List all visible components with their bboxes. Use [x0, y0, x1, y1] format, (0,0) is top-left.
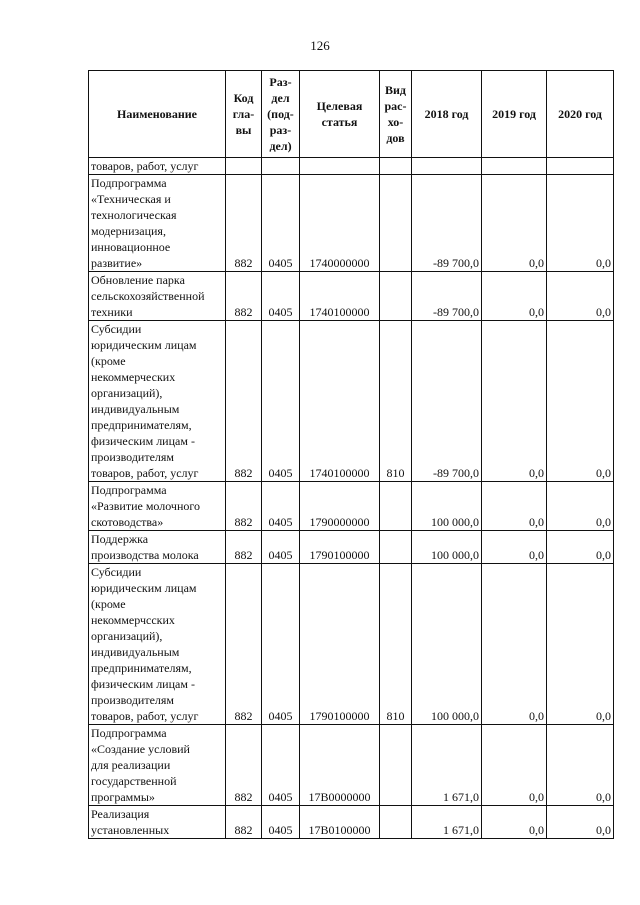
- cell-expense-type: [380, 158, 412, 175]
- cell-section: 0405: [262, 564, 300, 725]
- cell-name: Субсидии юридическим лицам (кроме некоммерчсских организаций), индивидуальным предпринимателям, физическим лицам - производителям товаров, работ, услуг: [89, 564, 226, 725]
- header-year-2020: 2020 год: [547, 71, 614, 158]
- cell-target-article: 17В0100000: [300, 806, 380, 839]
- page-number: 126: [310, 38, 330, 53]
- cell-expense-type: 810: [380, 321, 412, 482]
- cell-year-2018: 100 000,0: [412, 531, 482, 564]
- cell-year-2020: 0,0: [547, 531, 614, 564]
- table-row: [89, 564, 614, 725]
- cell-year-2020: 0,0: [547, 175, 614, 272]
- cell-chapter-code: 882: [226, 272, 262, 321]
- cell-year-2019: 0,0: [482, 175, 547, 272]
- cell-expense-type: [380, 725, 412, 806]
- cell-year-2020: 0,0: [547, 564, 614, 725]
- cell-expense-type: [380, 806, 412, 839]
- cell-name: Поддержка производства молока: [89, 531, 226, 564]
- cell-year-2019: 0,0: [482, 321, 547, 482]
- cell-year-2020: 0,0: [547, 272, 614, 321]
- cell-chapter-code: 882: [226, 564, 262, 725]
- header-year-2019: 2019 год: [482, 71, 547, 158]
- cell-section: 0405: [262, 175, 300, 272]
- cell-target-article: 1740100000: [300, 272, 380, 321]
- cell-expense-type: [380, 175, 412, 272]
- cell-year-2018: -89 700,0: [412, 321, 482, 482]
- cell-section: [262, 158, 300, 175]
- cell-target-article: [300, 158, 380, 175]
- cell-target-article: 1790000000: [300, 482, 380, 531]
- cell-chapter-code: 882: [226, 531, 262, 564]
- cell-year-2018: -89 700,0: [412, 272, 482, 321]
- cell-section: 0405: [262, 321, 300, 482]
- cell-expense-type: 810: [380, 564, 412, 725]
- cell-section: 0405: [262, 482, 300, 531]
- table-row: [89, 272, 614, 321]
- table-row: [89, 482, 614, 531]
- cell-expense-type: [380, 272, 412, 321]
- cell-name: Субсидии юридическим лицам (кроме некоммерческих организаций), индивидуальным предпринимателям, физическим лицам - производителям товаров, работ, услуг: [89, 321, 226, 482]
- cell-year-2018: -89 700,0: [412, 175, 482, 272]
- cell-year-2019: 0,0: [482, 725, 547, 806]
- cell-year-2018: [412, 158, 482, 175]
- cell-chapter-code: [226, 158, 262, 175]
- cell-section: 0405: [262, 272, 300, 321]
- cell-year-2020: 0,0: [547, 321, 614, 482]
- cell-chapter-code: 882: [226, 175, 262, 272]
- cell-year-2020: 0,0: [547, 725, 614, 806]
- header-expense-type: Вид рас- хо- дов: [380, 71, 412, 158]
- table-row: [89, 806, 614, 839]
- cell-target-article: 1790100000: [300, 564, 380, 725]
- cell-section: 0405: [262, 531, 300, 564]
- table-row: [89, 321, 614, 482]
- cell-year-2019: 0,0: [482, 806, 547, 839]
- table-row: [89, 158, 614, 175]
- header-name: Наименование: [89, 71, 226, 158]
- cell-year-2020: [547, 158, 614, 175]
- cell-name: Обновление парка сельскохозяйственной техники: [89, 272, 226, 321]
- cell-year-2020: 0,0: [547, 806, 614, 839]
- cell-chapter-code: 882: [226, 321, 262, 482]
- cell-year-2020: 0,0: [547, 482, 614, 531]
- cell-name: товаров, работ, услуг: [89, 158, 226, 175]
- cell-year-2018: 100 000,0: [412, 482, 482, 531]
- cell-year-2018: 100 000,0: [412, 564, 482, 725]
- cell-chapter-code: 882: [226, 725, 262, 806]
- cell-expense-type: [380, 482, 412, 531]
- cell-year-2019: [482, 158, 547, 175]
- table-row: [89, 725, 614, 806]
- cell-section: 0405: [262, 725, 300, 806]
- table-row: [89, 175, 614, 272]
- cell-target-article: 1740100000: [300, 321, 380, 482]
- cell-chapter-code: 882: [226, 482, 262, 531]
- cell-name: Подпрограмма «Развитие молочного скотоводства»: [89, 482, 226, 531]
- header-section: Раз- дел (под- раз- дел): [262, 71, 300, 158]
- cell-target-article: 1790100000: [300, 531, 380, 564]
- header-chapter-code: Код гла- вы: [226, 71, 262, 158]
- cell-year-2019: 0,0: [482, 482, 547, 531]
- cell-target-article: 17В0000000: [300, 725, 380, 806]
- cell-year-2019: 0,0: [482, 564, 547, 725]
- cell-name: Подпрограмма «Техническая и технологическая модернизация, инновационное развитие»: [89, 175, 226, 272]
- cell-year-2018: 1 671,0: [412, 806, 482, 839]
- header-target-article: Целевая статья: [300, 71, 380, 158]
- header-year-2018: 2018 год: [412, 71, 482, 158]
- cell-chapter-code: 882: [226, 806, 262, 839]
- table-header-row: [89, 71, 614, 158]
- cell-name: Реализация установленных: [89, 806, 226, 839]
- table-row: [89, 531, 614, 564]
- cell-year-2018: 1 671,0: [412, 725, 482, 806]
- cell-year-2019: 0,0: [482, 272, 547, 321]
- cell-section: 0405: [262, 806, 300, 839]
- cell-expense-type: [380, 531, 412, 564]
- budget-table: [88, 70, 614, 839]
- cell-year-2019: 0,0: [482, 531, 547, 564]
- cell-target-article: 1740000000: [300, 175, 380, 272]
- cell-name: Подпрограмма «Создание условий для реализации государственной программы»: [89, 725, 226, 806]
